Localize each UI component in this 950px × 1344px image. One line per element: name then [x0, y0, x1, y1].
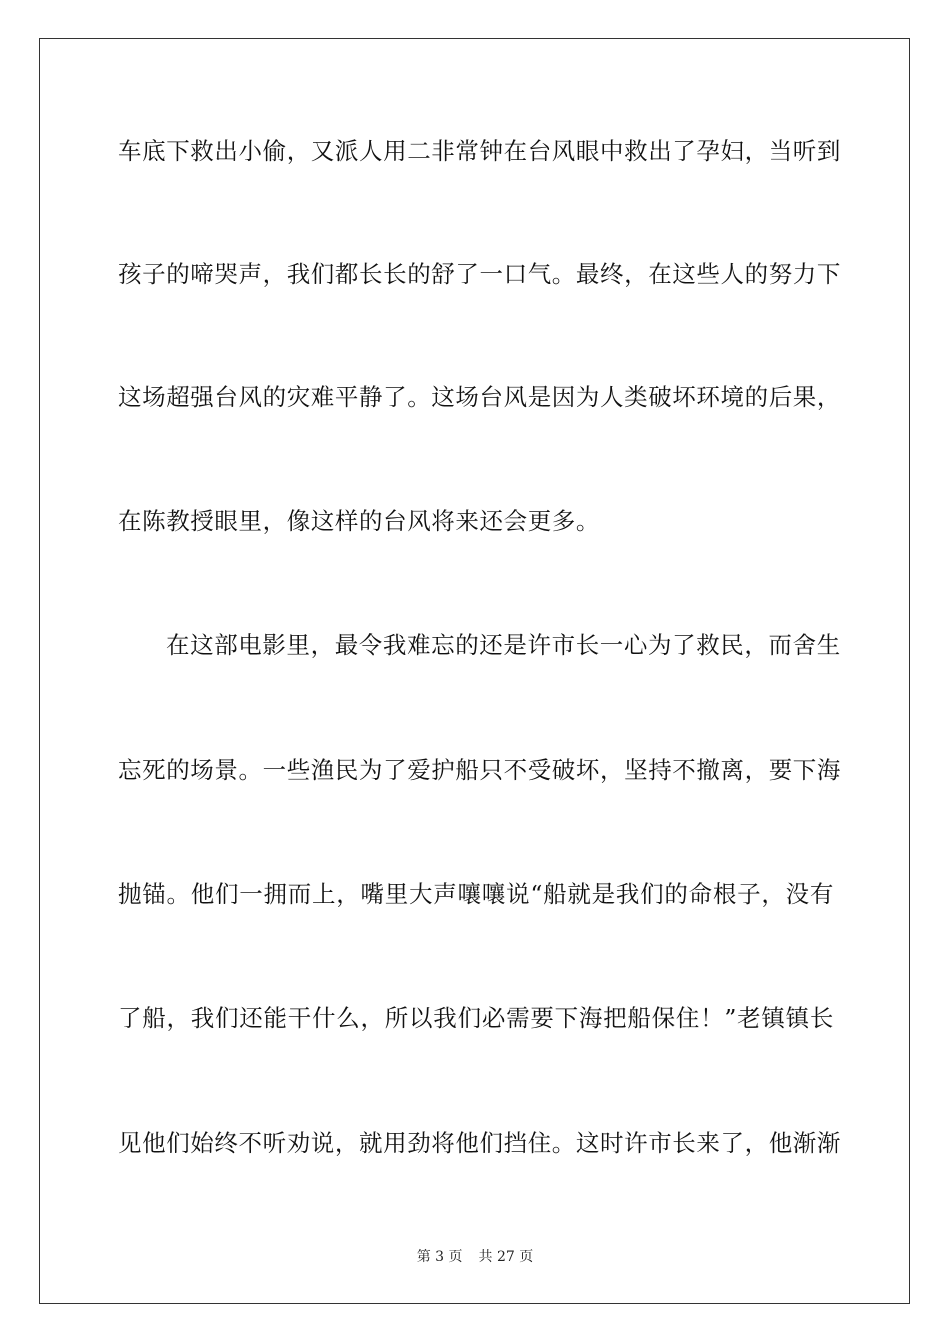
paragraph-line-5: 在这部电影里，最令我难忘的还是许市长一心为了救民，而舍生 — [166, 631, 841, 659]
paragraph-line-9: 见他们始终不听劝说，就用劲将他们挡住。这时许市长来了，他渐渐 — [118, 1129, 841, 1157]
paragraph-line-8: 了船，我们还能干什么，所以我们必需要下海把船保住！”老镇镇长 — [118, 1004, 834, 1032]
paragraph-line-2: 孩子的啼哭声，我们都长长的舒了一口气。最终，在这些人的努力下 — [118, 260, 841, 288]
page-number-current: 第 3 页 — [416, 1249, 463, 1265]
paragraph-line-4: 在陈教授眼里，像这样的台风将来还会更多。 — [118, 507, 600, 535]
page-footer — [0, 1248, 950, 1266]
paragraph-line-3: 这场超强台风的灾难平静了。这场台风是因为人类破坏环境的后果， — [118, 383, 841, 411]
paragraph-line-1: 车底下救出小偷，又派人用二非常钟在台风眼中救出了孕妇，当听到 — [118, 137, 841, 165]
page-number-total: 共 27 页 — [478, 1249, 534, 1265]
page-border — [39, 38, 910, 1304]
paragraph-line-6: 忘死的场景。一些渔民为了爱护船只不受破坏，坚持不撤离，要下海 — [118, 756, 841, 784]
paragraph-line-7: 抛锚。他们一拥而上，嘴里大声嚷嚷说“船就是我们的命根子，没有 — [118, 880, 834, 908]
